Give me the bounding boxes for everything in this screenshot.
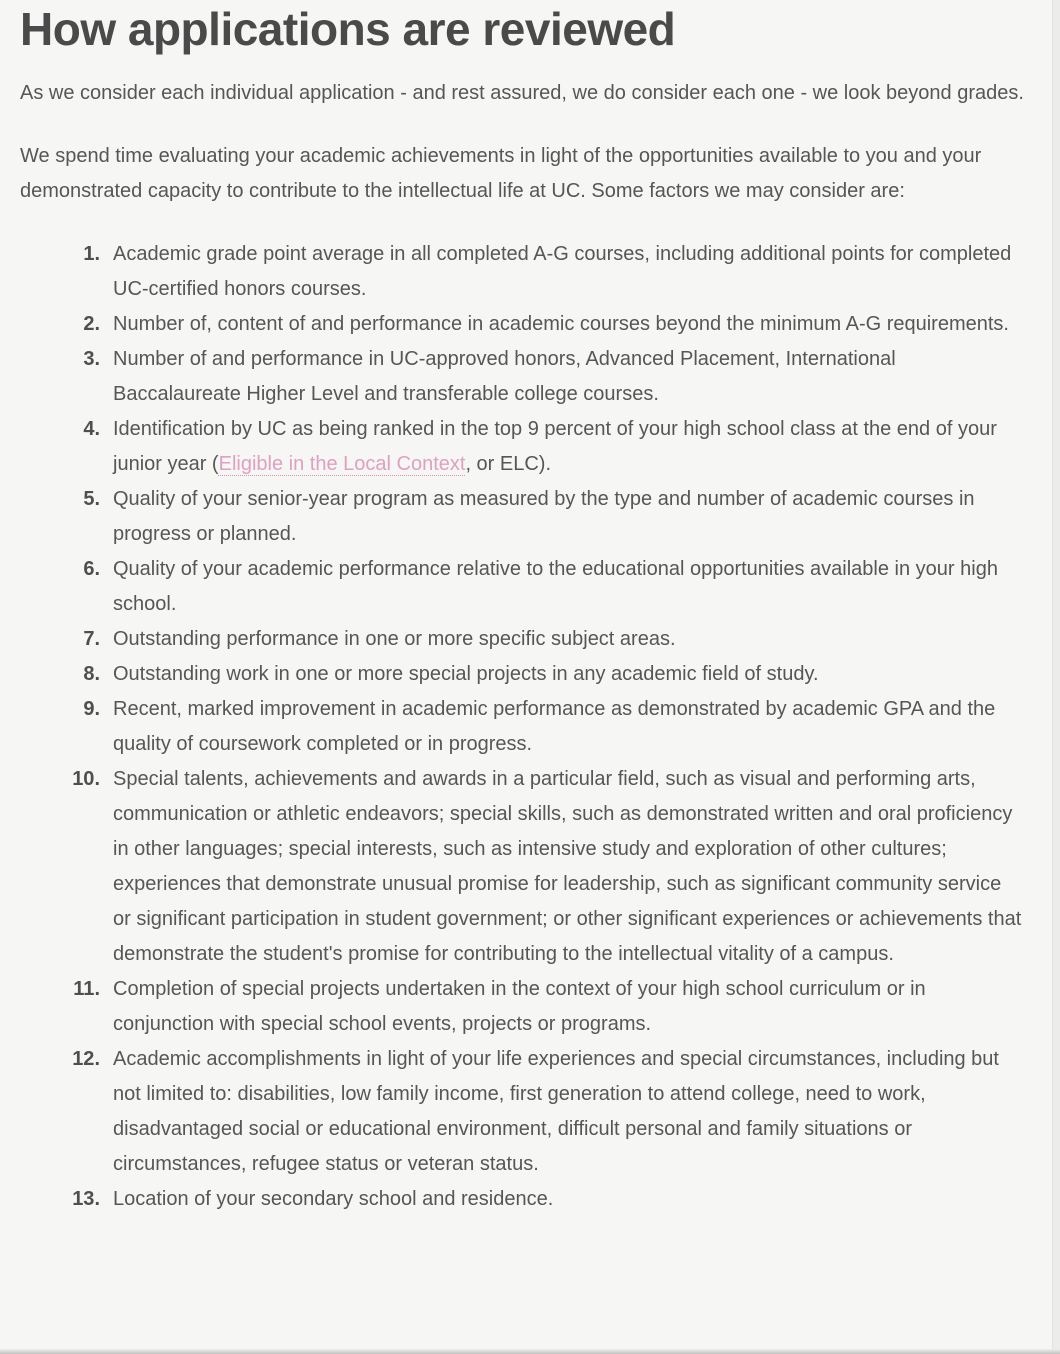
factor-text: Quality of your senior-year program as measured by the type and number of academic courses in progress or planned.	[113, 487, 975, 545]
factor-item-3	[113, 342, 1023, 412]
factor-text-prefix: Identification by UC as being ranked in the top 9 percent of your high school class at the end of your junior year (	[113, 417, 997, 475]
factor-item-11	[113, 972, 1023, 1042]
factor-text-suffix: , or ELC).	[465, 452, 552, 475]
factor-item-12	[113, 1042, 1023, 1182]
viewport-bottom-edge	[0, 1349, 1060, 1354]
factor-text: Location of your secondary school and residence.	[113, 1187, 554, 1210]
factors-list	[20, 237, 1038, 1217]
page-title: How applications are reviewed	[20, 3, 676, 55]
factor-item-10	[113, 762, 1023, 972]
factor-item-4	[113, 412, 1023, 482]
factor-text: Academic grade point average in all completed A-G courses, including additional points for completed UC-certified honors courses.	[113, 242, 1012, 300]
factor-item-1	[113, 237, 1023, 307]
factor-item-13	[113, 1182, 1023, 1217]
elc-link[interactable]: Eligible in the Local Context	[218, 452, 466, 475]
intro-paragraph-1: As we consider each individual application - and rest assured, we do consider each one - we look beyond grades.	[20, 81, 1024, 104]
factor-text: Completion of special projects undertaken in the context of your high school curriculum or in conjunction with special school events, projects or programs.	[113, 977, 926, 1035]
factor-text: Outstanding work in one or more special projects in any academic field of study.	[113, 662, 819, 685]
factor-text: Outstanding performance in one or more specific subject areas.	[113, 627, 676, 650]
factor-text: Special talents, achievements and awards in a particular field, such as visual and performing arts, communication or athletic endeavors; special skills, such as demonstrated written and oral proficiency in other languages; special interests, such as intensive study and exploration of other cultures; experiences that demonstrate unusual promise for leadership, such as significant community service or significant participation in student government; or other significant experiences or achievements that demonstrate the student's promise for contributing to the intellectual vitality of a campus.	[113, 767, 1022, 965]
factor-text: Number of and performance in UC-approved honors, Advanced Placement, International Baccalaureate Higher Level and transferable college courses.	[113, 347, 896, 405]
factor-text: Quality of your academic performance relative to the educational opportunities available in your high school.	[113, 557, 998, 615]
factor-item-5	[113, 482, 1023, 552]
intro-paragraph-2: We spend time evaluating your academic achievements in light of the opportunities available to you and your demonstrated capacity to contribute to the intellectual life at UC. Some factors we may consider are:	[20, 144, 982, 202]
factor-text: Recent, marked improvement in academic performance as demonstrated by academic GPA and the quality of coursework completed or in progress.	[113, 697, 996, 755]
factor-item-2	[113, 307, 1023, 342]
factor-item-6	[113, 552, 1023, 622]
factor-text: Number of, content of and performance in academic courses beyond the minimum A-G requirements.	[113, 312, 1009, 335]
factor-item-9	[113, 692, 1023, 762]
factor-item-7	[113, 622, 1023, 657]
factor-text: Academic accomplishments in light of your life experiences and special circumstances, including but not limited to: disabilities, low family income, first generation to attend college, need to work, disadvantaged social or educational environment, difficult personal and family situations or circumstances, refugee status or veteran status.	[113, 1047, 999, 1175]
viewport-right-edge	[1052, 0, 1060, 1354]
factor-item-8	[113, 657, 1023, 692]
